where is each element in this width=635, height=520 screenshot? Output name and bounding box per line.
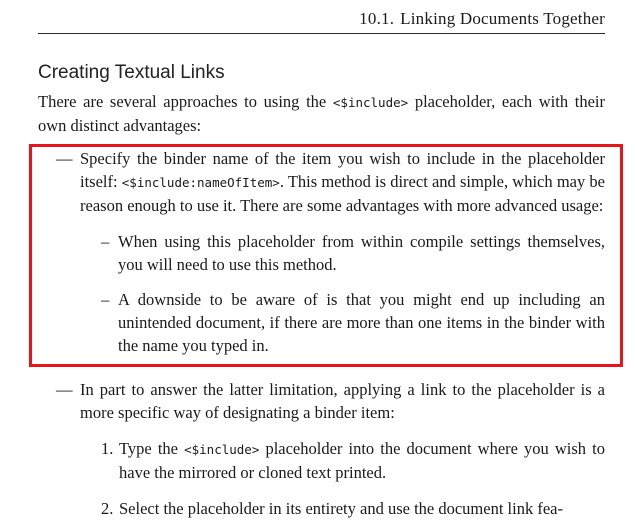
item1-text-end: . This method is direct and simple, which may be reason enough to use it. There are some advantages with more advanced usage: <box>80 172 605 215</box>
list-item-marker: — <box>56 380 73 399</box>
step1-text-end: placeholder into the document where you wish to have the mirrored or cloned text printed. <box>119 439 605 482</box>
intro-text-start: There are several approaches to using the <box>38 92 333 111</box>
item1-text-start: Specify the binder name of the item you wish to include in the placeholder itself: <box>80 149 605 191</box>
include-name-code: <$include:nameOfItem> <box>121 175 280 190</box>
list-item-marker: — <box>56 149 73 168</box>
header-section-number: 10.1. <box>359 9 395 28</box>
sub-item-marker: – <box>101 232 110 251</box>
numbered-step-1 <box>101 437 605 484</box>
sub-item-text: A downside to be aware of is that you might end up including an unintended document, if there are more than one items in the binder with the name you typed in. <box>118 290 605 355</box>
list-item-apply-link <box>56 378 605 520</box>
intro-text-end: placeholder, each with their own distinct advantages: <box>38 92 605 135</box>
intro-paragraph <box>38 90 605 137</box>
header-section-title: Linking Documents Together <box>400 9 605 28</box>
step1-text-start: Type the <box>119 439 185 458</box>
running-header <box>359 9 605 29</box>
red-highlight-box <box>29 144 623 367</box>
numbered-step-2 <box>101 497 605 520</box>
step-text: Select the placeholder in its entirety and use the document link fea- <box>119 499 563 518</box>
step-number: 2. <box>101 499 114 518</box>
sub-item-marker: – <box>101 290 110 309</box>
step1-include-code: <$include> <box>184 442 260 457</box>
intro-include-code: <$include> <box>332 95 409 110</box>
section-heading: Creating Textual Links <box>38 62 225 83</box>
step-text <box>119 437 605 484</box>
list-item-body <box>80 378 605 520</box>
list-item-paragraph: In part to answer the latter limitation, applying a link to the placeholder is a more specific way of designating a binder item: <box>80 380 605 422</box>
step-number: 1. <box>101 439 114 458</box>
sub-item-text: When using this placeholder from within compile settings themselves, you will need to use this method. <box>118 232 605 274</box>
header-rule <box>38 33 605 34</box>
